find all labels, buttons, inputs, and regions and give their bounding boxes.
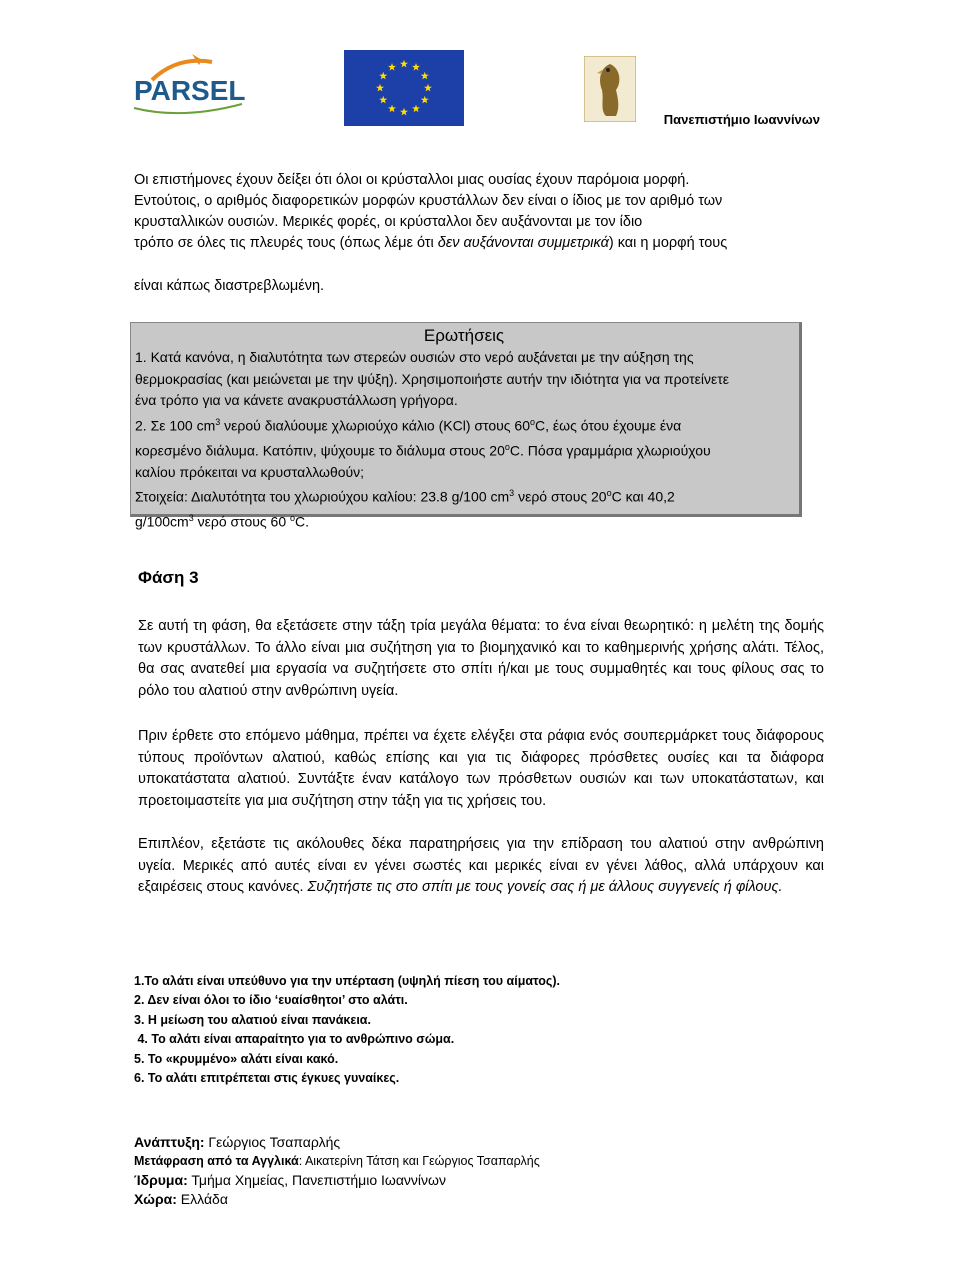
salt-statements-list — [134, 972, 560, 1088]
question-1-line: ένα τρόπο για να κάνετε ανακρυστάλλωση γρήγορα. — [135, 392, 458, 408]
question-1-line: 1. Κατά κανόνα, η διαλυτότητα των στερεών ουσιών στο νερό αυξάνεται με την αύξηση της — [135, 349, 694, 365]
phase-title: Φάση 3 — [138, 568, 199, 587]
eu-star-icon — [421, 72, 429, 80]
intro-line: Οι επιστήμονες έχουν δείξει ότι όλοι οι κρύσταλλοι μιας ουσίας έχουν παρόμοια μορφή. — [134, 172, 690, 188]
parsel-logo-text: PARSEL — [134, 75, 246, 106]
credit-development: Ανάπτυξη: Γεώργιος Τσαπαρλής — [134, 1134, 341, 1150]
question-2-data-line: $g/100cm^3$ νερό στους 60 $^o$C. — [135, 513, 310, 531]
question-2-line: καλίου πρόκειται να κρυσταλλωθούν; — [135, 463, 365, 480]
intro-paragraph — [134, 170, 824, 297]
question-2-line: 2. Σε 100 $cm^3$ νερού διαλύουμε χλωριούχο κάλιο (KCl) στους 60$^o$C, έως ότου έχουμε ένα — [135, 416, 682, 434]
eu-star-icon — [379, 96, 387, 104]
list-item: 4. Το αλάτι είναι απαραίτητο για το ανθρώπινο σώμα. — [134, 1032, 455, 1047]
phase-paragraph-3: Επιπλέον, εξετάστε τις ακόλουθες δέκα παρατηρήσεις για την επίδραση του αλατιού στην ανθρώπινη υγεία. Μερικές από αυτές είναι εν γένει σωστές και μερικές είναι εν γένει λάθος, αλλά υπάρχουν και εξαιρέσεις στους κανόνες. Συζητήστε τις στο σπίτι με τους γονείς σας ή με άλλους συγγενείς ή φίλους. — [138, 836, 824, 895]
eu-star-icon — [424, 84, 432, 92]
intro-line: κρυσταλλικών ουσιών. Μερικές φορές, οι κρύσταλλοι δεν αυξάνονται με τον ίδιο — [134, 214, 643, 230]
list-item: 1.Το αλάτι είναι υπεύθυνο για την υπέρταση (υψηλή πίεση του αίματος). — [134, 974, 561, 988]
question-2-line: κορεσμένο διάλυμα. Κατόπιν, ψύχουμε το διάλυμα στους 20$^o$C. Πόσα γραμμάρια χλωριούχου — [135, 441, 711, 459]
question-2-data-line: Στοιχεία: Διαλυτότητα του χλωριούχου καλίου: 23.8 g/100 $cm^3$ νερό στους 20$^o$C και 40,2 — [135, 488, 675, 505]
eu-star-icon — [376, 84, 384, 92]
questions-box — [130, 322, 802, 531]
emphasis-text: δεν αυξάνονται συμμετρικά — [437, 235, 609, 251]
credit-institution: Ίδρυμα: Τμήμα Χημείας, Πανεπιστήμιο Ιωαννίνων — [134, 1172, 446, 1188]
eu-star-icon — [412, 105, 420, 113]
list-item: 5. Το «κρυμμένο» αλάτι είναι κακό. — [134, 1051, 339, 1066]
falcon-emblem — [584, 56, 636, 122]
eu-star-icon — [379, 72, 387, 80]
eu-star-icon — [388, 105, 396, 113]
list-item: 3. Η μείωση του αλατιού είναι πανάκεια. — [134, 1012, 371, 1027]
eu-star-icon — [400, 108, 408, 116]
list-item: 6. Το αλάτι επιτρέπεται στις έγκυες γυναίκες. — [134, 1071, 400, 1086]
phase-paragraph-1: Σε αυτή τη φάση, θα εξετάσετε στην τάξη τρία μεγάλα θέματα: το ένα είναι θεωρητικό: η μελέτη της δομής των κρυστάλλων. Το άλλο είναι μια συζήτηση για το βιομηχανικό και το καθημερινής χρήσης αλάτι. Τέλος, θα σας ανατεθεί μια εργασία να συζητήσετε στο σπίτι ή/και με τους συμμαθητές και τους φίλους σας το ρόλο του αλατιού στην ανθρώπινη υγεία. — [138, 618, 824, 699]
intro-line: Εντούτοις, ο αριθμός διαφορετικών μορφών κρυστάλλων δεν είναι ο ίδιος με τον αριθμό των — [134, 193, 723, 209]
eu-star-icon — [412, 63, 420, 71]
intro-line: είναι κάπως διαστρεβλωμένη. — [134, 278, 325, 294]
eu-flag-logo — [344, 50, 464, 126]
questions-title: Ερωτήσεις — [423, 326, 505, 345]
intro-line: τρόπο σε όλες τις πλευρές τους (όπως λέμε ότι δεν αυξάνονται συμμετρικά) και η μορφή τους — [134, 235, 728, 251]
eu-star-icon — [421, 96, 429, 104]
eu-star-icon — [388, 63, 396, 71]
phase-paragraph-2: Πριν έρθετε στο επόμενο μάθημα, πρέπει να έχετε ελέγξει στα ράφια ενός σουπερμάρκετ τους διάφορους τύπους προϊόντων αλατιού, καθώς επίσης και για τις διάφορες πρόσθετες ουσίες και τα διάφορα υποκατάστατα αλατιού. Συντάξτε έναν κατάλογο των πρόσθετων ουσιών και των υποκατάστατων, και προετοιμαστείτε για μια συζήτηση στην τάξη για τις χρήσεις του. — [138, 728, 824, 809]
emphasis-text: Συζητήστε τις στο σπίτι με τους γονείς σας ή με άλλους συγγενείς ή φίλους. — [307, 879, 783, 895]
credit-country: Χώρα: Ελλάδα — [134, 1191, 228, 1207]
parsel-logo — [132, 52, 250, 120]
credits-block — [134, 1133, 540, 1209]
list-item: 2. Δεν είναι όλοι το ίδιο ‘ευαίσθητοι’ στο αλάτι. — [134, 993, 408, 1008]
eu-star-icon — [400, 60, 408, 68]
question-1-line: θερμοκρασίας (και μειώνεται με την ψύξη). Χρησιμοποιήστε αυτήν την ιδιότητα για να προτείνετε — [135, 370, 730, 387]
credit-translation: Μετάφραση από τα Αγγλικά: Αικατερίνη Τάτση και Γεώργιος Τσαπαρλής — [134, 1154, 540, 1168]
university-name: Πανεπιστήμιο Ιωαννίνων — [663, 112, 820, 127]
